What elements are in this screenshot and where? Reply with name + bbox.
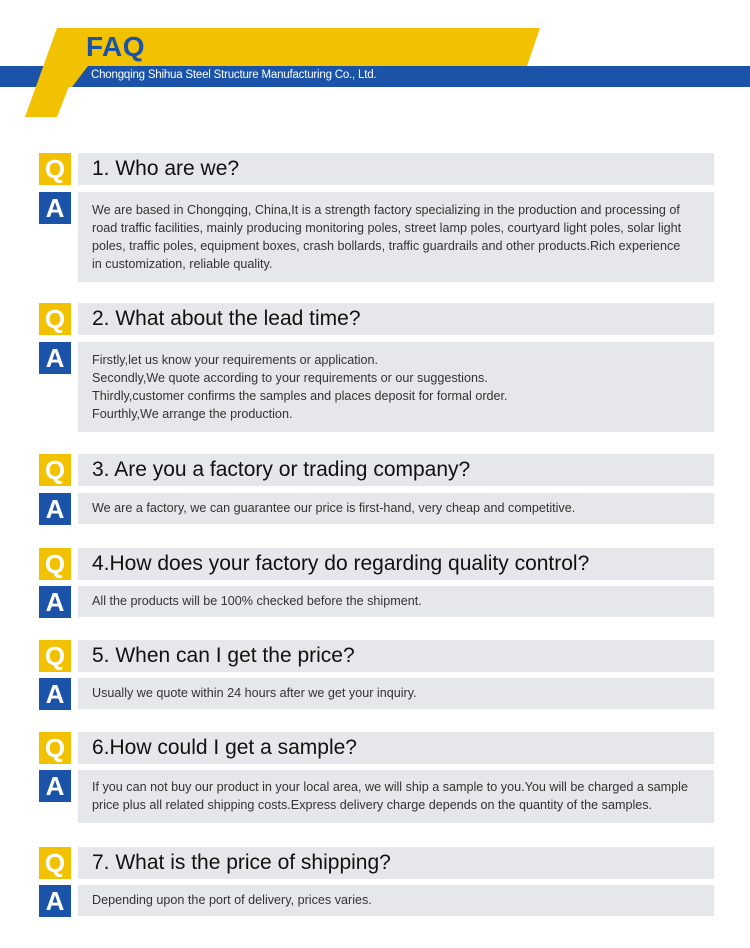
answer-box — [78, 192, 714, 282]
faq-header — [0, 0, 750, 120]
answer-line: Usually we quote within 24 hours after we get your inquiry. — [92, 686, 417, 700]
question-bar — [78, 847, 714, 879]
answer-badge: A — [39, 885, 71, 917]
answer-badge: A — [39, 493, 71, 525]
question-text: 1. Who are we? — [92, 157, 240, 180]
answer-badge: A — [39, 678, 71, 710]
answer-line: Depending upon the port of delivery, prices varies. — [92, 893, 372, 907]
answer-line: road traffic facilities, mainly producing monitoring poles, street lamp poles, courtyard light poles, solar light — [92, 221, 682, 235]
answer-box — [78, 493, 714, 524]
answer-line: in customization, reliable quality. — [92, 257, 273, 271]
answer-line: Fourthly,We arrange the production. — [92, 407, 293, 421]
question-badge: Q — [39, 303, 71, 335]
answer-badge: A — [39, 342, 71, 374]
question-text: 6.How could I get a sample? — [92, 736, 357, 759]
answer-box — [78, 885, 714, 916]
question-bar — [78, 303, 714, 335]
answer-line: Secondly,We quote according to your requirements or our suggestions. — [92, 371, 488, 385]
answer-line: Thirdly,customer confirms the samples and places deposit for formal order. — [92, 389, 508, 403]
answer-box — [78, 342, 714, 432]
answer-box — [78, 770, 714, 823]
question-text: 3. Are you a factory or trading company? — [92, 458, 471, 481]
question-badge: Q — [39, 640, 71, 672]
question-bar — [78, 153, 714, 185]
question-text: 5. When can I get the price? — [92, 644, 355, 667]
answer-line: price plus all related shipping costs.Express delivery charge depends on the quantity of the samples. — [92, 798, 653, 812]
question-bar — [78, 548, 714, 580]
question-bar — [78, 454, 714, 486]
answer-box — [78, 678, 714, 709]
page-title: FAQ — [86, 31, 146, 62]
answer-line: We are a factory, we can guarantee our price is first-hand, very cheap and competitive. — [92, 501, 576, 515]
answer-line: All the products will be 100% checked before the shipment. — [92, 594, 422, 608]
question-badge: Q — [39, 153, 71, 185]
answer-line: We are based in Chongqing, China,It is a strength factory specializing in the production and processing of — [92, 203, 680, 217]
question-bar — [78, 732, 714, 764]
question-badge: Q — [39, 847, 71, 879]
answer-box — [78, 586, 714, 617]
answer-badge: A — [39, 586, 71, 618]
question-text: 2. What about the lead time? — [92, 307, 361, 330]
question-badge: Q — [39, 548, 71, 580]
answer-badge: A — [39, 192, 71, 224]
question-text: 7. What is the price of shipping? — [92, 851, 391, 874]
company-name: Chongqing Shihua Steel Structure Manufacturing Co., Ltd. — [91, 69, 377, 81]
question-badge: Q — [39, 732, 71, 764]
question-badge: Q — [39, 454, 71, 486]
answer-line: Firstly,let us know your requirements or application. — [92, 353, 379, 367]
question-bar — [78, 640, 714, 672]
answer-badge: A — [39, 770, 71, 802]
answer-line: If you can not buy our product in your local area, we will ship a sample to you.You will be charged a sample — [92, 780, 688, 794]
answer-line: poles, traffic poles, equipment boxes, crash bollards, traffic guardrails and other products.Rich experience — [92, 239, 681, 253]
question-text: 4.How does your factory do regarding quality control? — [92, 552, 590, 575]
